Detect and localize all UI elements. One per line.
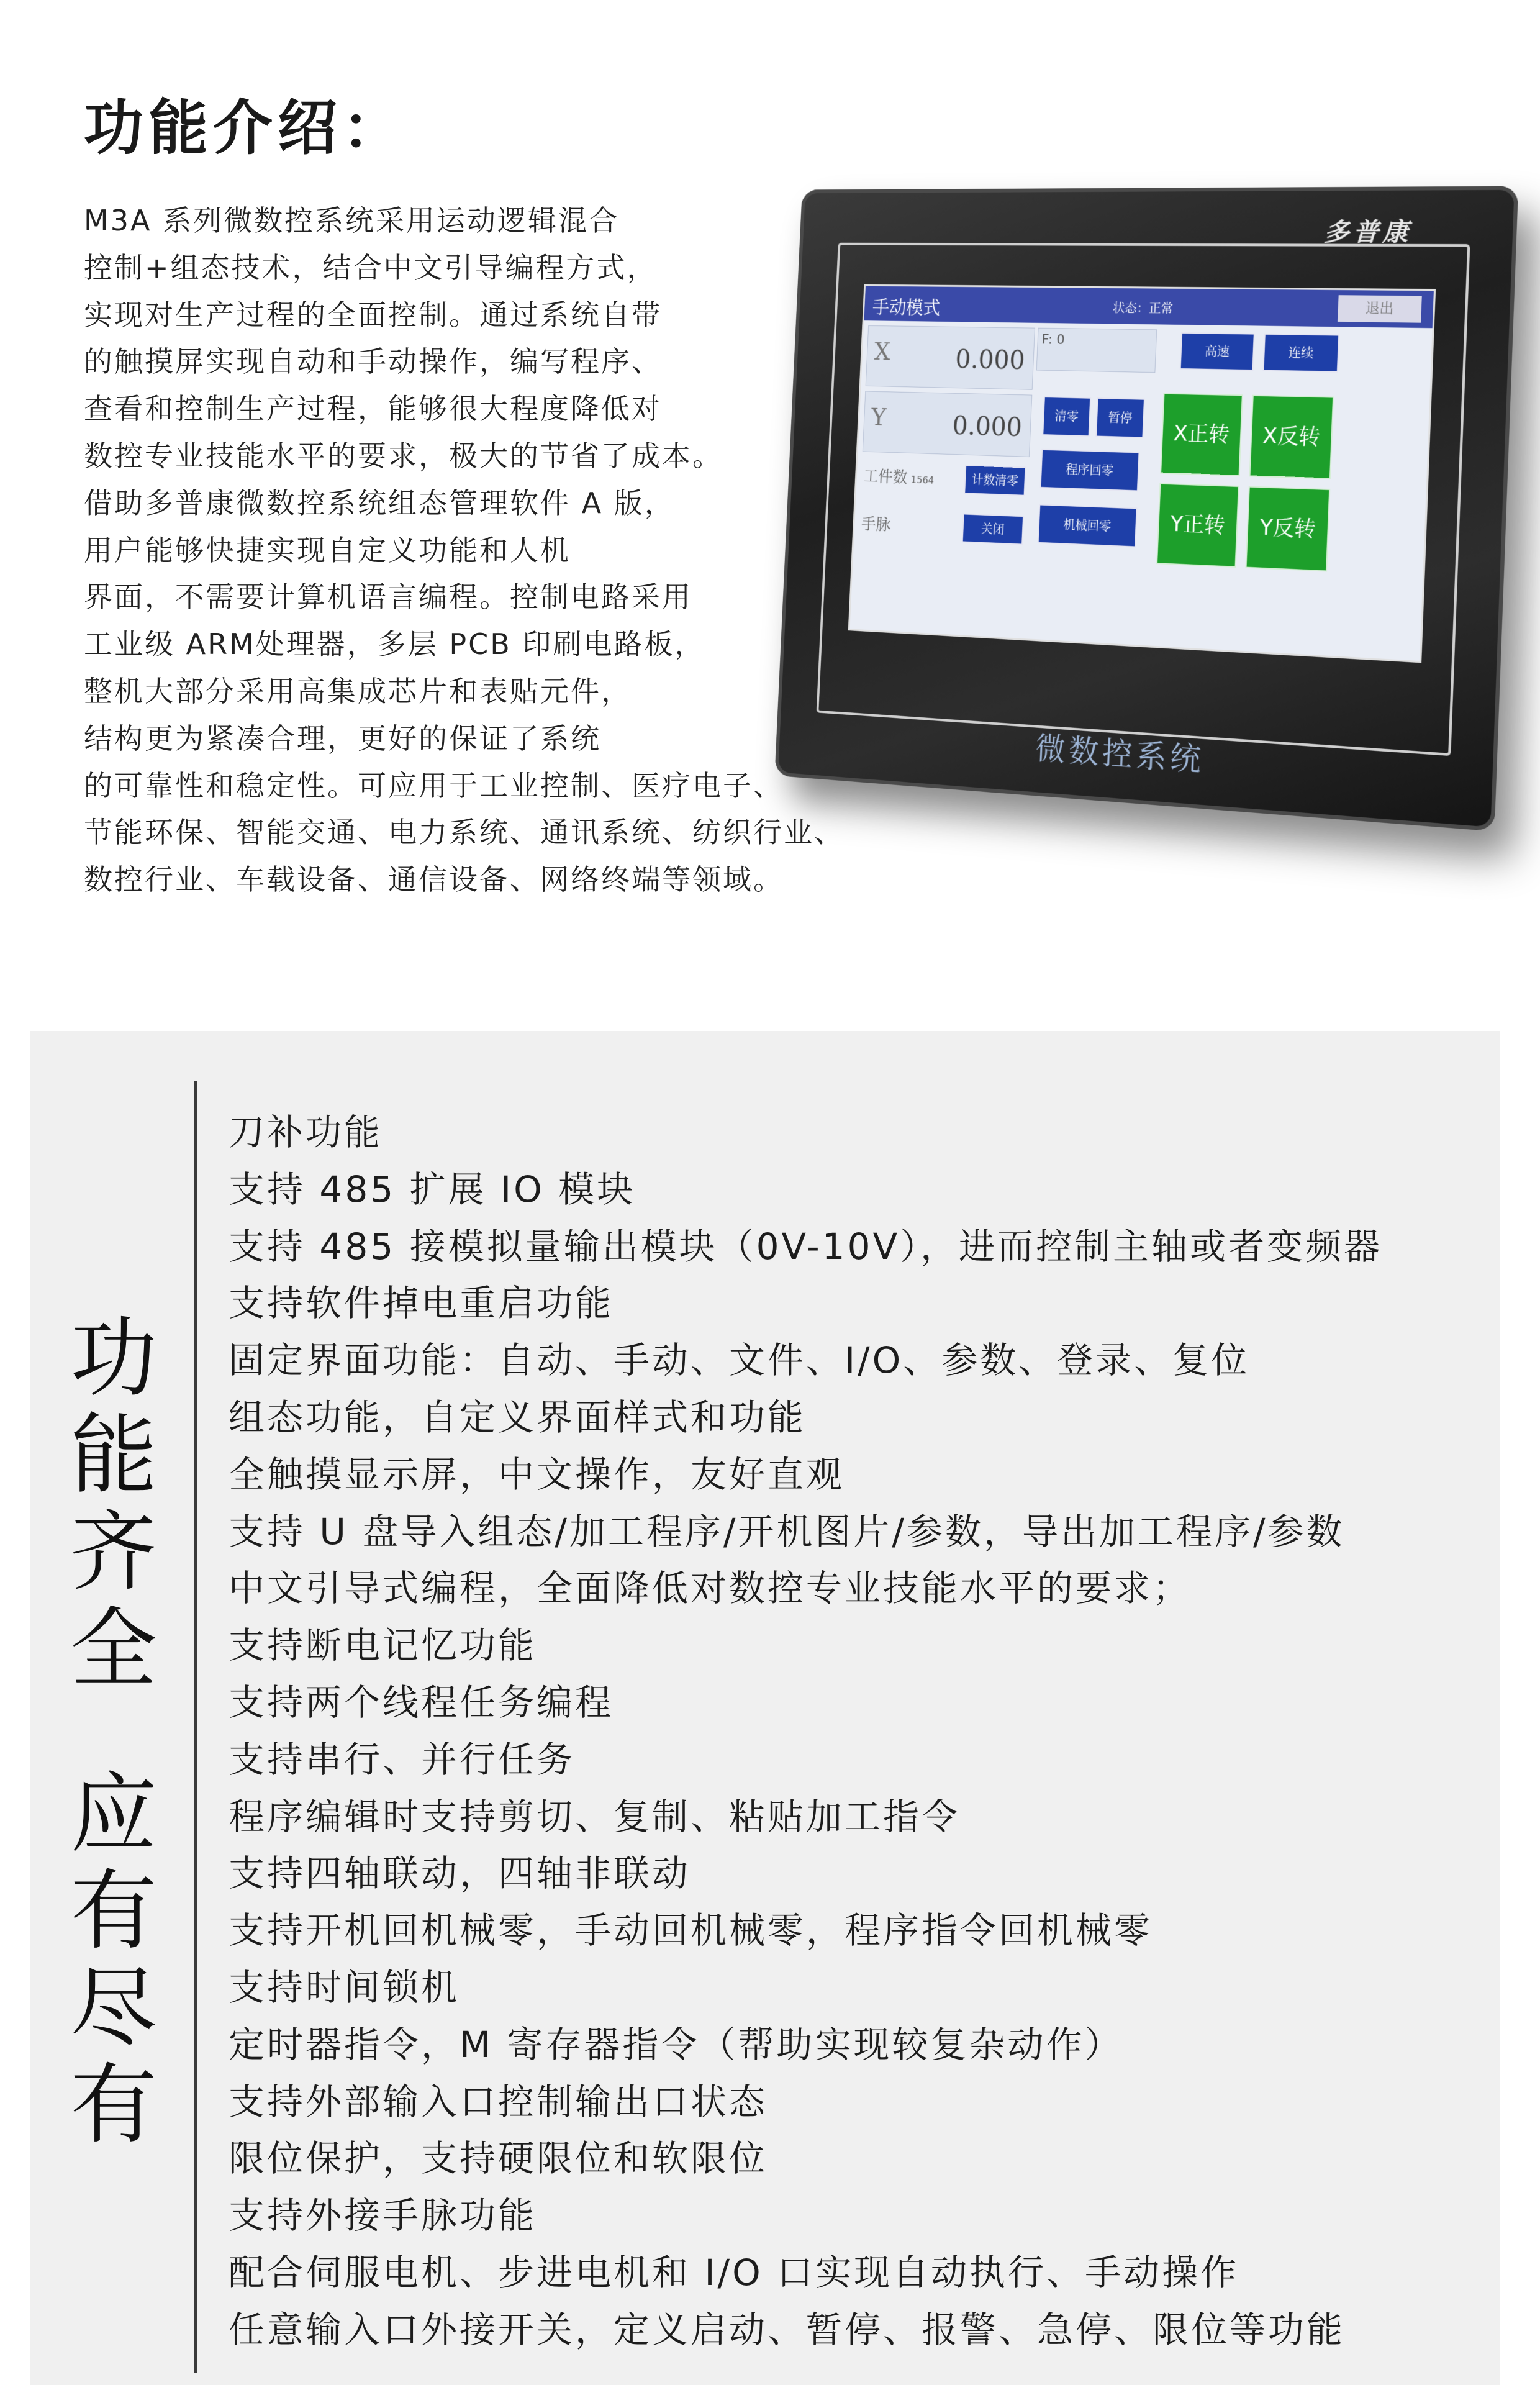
feature-item: 支持开机回机械零，手动回机械零，程序指令回机械零 <box>229 1909 1153 1952</box>
intro-line: 工业级 ARM处理器，多层 PCB 印刷电路板， <box>84 627 705 661</box>
intro-line: 借助多普康微数控系统组态管理软件 A 版， <box>84 486 675 520</box>
device-label: 微数控系统 <box>1035 730 1206 779</box>
device-screen <box>848 284 1436 663</box>
heading-char: 全 <box>70 1599 157 1700</box>
workpiece-count: 1564 <box>910 473 935 486</box>
intro-line: 节能环保、智能交通、电力系统、通讯系统、纺织行业、 <box>84 815 845 850</box>
x-forward-button[interactable]: X正转 <box>1160 393 1243 476</box>
y-axis-panel <box>863 391 1032 457</box>
workpiece-label <box>863 464 935 489</box>
mode-title: 手动模式 <box>872 297 941 319</box>
logout-button[interactable]: 退出 <box>1338 295 1422 323</box>
intro-line: 控制+组态技术，结合中文引导编程方式， <box>84 250 658 284</box>
intro-line: 数控专业技能水平的要求，极大的节省了成本。 <box>84 438 723 473</box>
clear-button[interactable]: 清零 <box>1042 396 1091 437</box>
feature-item: 支持软件掉电重启功能 <box>229 1282 614 1325</box>
feature-item: 支持外部输入口控制输出口状态 <box>229 2080 768 2123</box>
high-speed-button[interactable]: 高速 <box>1180 332 1255 371</box>
y-axis-name: Y <box>871 403 887 432</box>
feature-item: 刀补功能 <box>229 1111 383 1153</box>
feature-item: 支持外接手脉功能 <box>229 2194 537 2237</box>
intro-line: M3A 系列微数控系统采用运动逻辑混合 <box>84 204 620 237</box>
x-reverse-button[interactable]: X反转 <box>1249 395 1334 479</box>
close-button[interactable]: 关闭 <box>962 513 1024 545</box>
heading-gap <box>55 1698 173 1766</box>
y-axis-value: 0.000 <box>951 410 1023 442</box>
features-divider <box>194 1081 197 2373</box>
features-list <box>229 1104 1483 2359</box>
heading-char: 齐 <box>70 1502 157 1603</box>
feature-item: 中文引导式编程，全面降低对数控专业技能水平的要求； <box>229 1567 1192 1610</box>
features-vertical-heading <box>55 1308 173 2156</box>
continuous-button[interactable]: 连续 <box>1262 334 1339 373</box>
feed-display: F: 0 <box>1036 328 1157 373</box>
pause-button[interactable]: 暂停 <box>1095 398 1145 438</box>
feature-item: 配合伺服电机、步进电机和 I/O 口实现自动执行、手动操作 <box>229 2251 1239 2294</box>
heading-char: 应 <box>70 1764 157 1865</box>
y-reverse-button[interactable]: Y反转 <box>1245 486 1330 572</box>
feature-item: 支持 U 盘导入组态/加工程序/开机图片/参数，导出加工程序/参数 <box>229 1510 1345 1553</box>
brand-logo: 多普康 <box>1323 217 1413 248</box>
workpiece-label-text: 工件数 <box>863 467 908 488</box>
feature-item: 支持时间锁机 <box>229 1966 460 2009</box>
screen-body <box>850 320 1433 661</box>
feature-item: 程序编辑时支持剪切、复制、粘贴加工指令 <box>229 1795 961 1838</box>
heading-char: 尽 <box>70 1958 157 2059</box>
features-panel <box>30 1031 1500 2385</box>
intro-line: 整机大部分采用高集成芯片和表贴元件， <box>84 674 632 708</box>
intro-line: 的可靠性和稳定性。可应用于工业控制、医疗电子、 <box>84 768 784 802</box>
x-axis-value: 0.000 <box>954 344 1026 375</box>
y-forward-button[interactable]: Y正转 <box>1156 483 1239 568</box>
machine-home-button[interactable]: 机械回零 <box>1038 504 1138 547</box>
handwheel-label: 手脉 <box>861 515 891 535</box>
feature-item: 支持 485 接模拟量输出模块（0V-10V），进而控制主轴或者变频器 <box>229 1225 1383 1268</box>
count-clear-button[interactable]: 计数清零 <box>964 465 1026 496</box>
feature-item: 固定界面功能：自动、手动、文件、I/O、参数、登录、复位 <box>229 1339 1250 1382</box>
feature-item: 全触摸显示屏，中文操作，友好直观 <box>229 1453 845 1496</box>
intro-line: 数控行业、车载设备、通信设备、网络终端等领域。 <box>84 863 784 897</box>
intro-line: 用户能够快捷实现自定义功能和人机 <box>84 533 571 567</box>
x-axis-panel <box>866 325 1035 390</box>
feature-item: 限位保护，支持硬限位和软限位 <box>229 2137 768 2180</box>
status-text: 状态：正常 <box>1112 300 1174 316</box>
heading-char: 有 <box>70 2055 157 2156</box>
heading-char: 能 <box>70 1405 157 1506</box>
intro-line: 结构更为紧凑合理，更好的保证了系统 <box>84 721 601 755</box>
intro-line: 实现对生产过程的全面控制。通过系统自带 <box>84 298 662 332</box>
intro-line: 界面，不需要计算机语言编程。控制电路采用 <box>84 580 692 614</box>
intro-title: 功能介绍： <box>84 93 407 163</box>
feature-item: 支持断电记忆功能 <box>229 1624 537 1667</box>
feature-item: 支持两个线程任务编程 <box>229 1681 614 1724</box>
heading-char: 功 <box>70 1308 157 1409</box>
feature-item: 支持四轴联动，四轴非联动 <box>229 1852 691 1895</box>
feature-item: 支持 485 扩展 IO 模块 <box>229 1168 636 1211</box>
x-axis-name: X <box>873 338 891 366</box>
feature-item: 定时器指令，M 寄存器指令（帮助实现较复杂动作） <box>229 2023 1123 2066</box>
feature-item: 任意输入口外接开关，定义启动、暂停、报警、急停、限位等功能 <box>229 2308 1346 2351</box>
program-home-button[interactable]: 程序回零 <box>1040 449 1140 492</box>
device-image <box>774 186 1518 832</box>
feature-item: 组态功能，自定义界面样式和功能 <box>229 1396 807 1438</box>
heading-char: 有 <box>70 1861 157 1962</box>
intro-line: 的触摸屏实现自动和手动操作，编写程序、 <box>84 345 662 379</box>
intro-line: 查看和控制生产过程，能够很大程度降低对 <box>84 392 662 426</box>
feature-item: 支持串行、并行任务 <box>229 1738 576 1781</box>
